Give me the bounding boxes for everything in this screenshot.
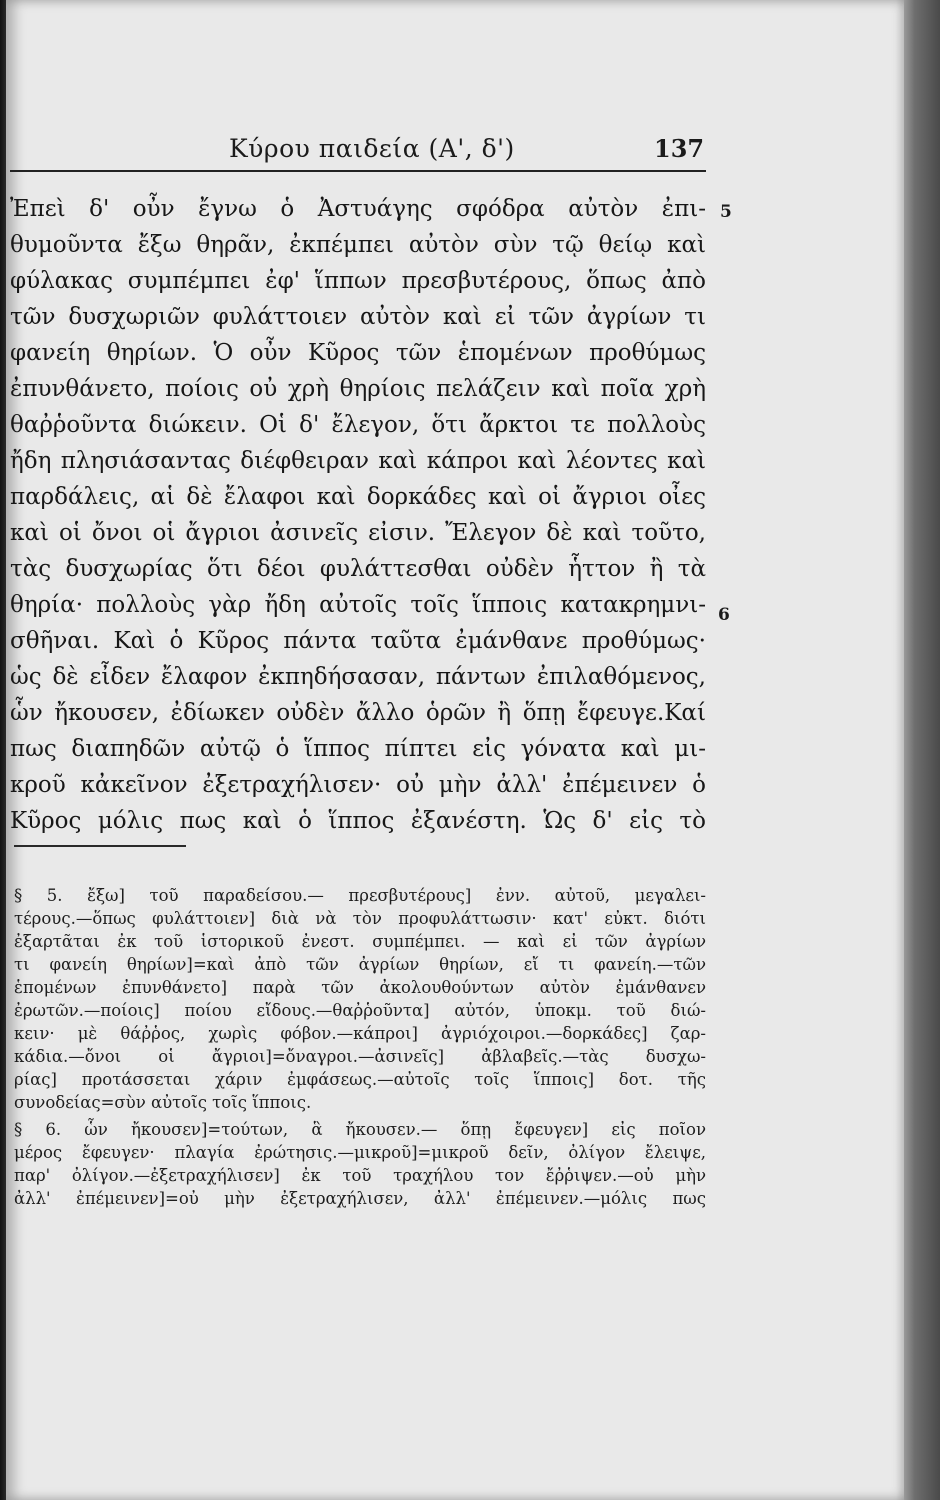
footnote-line: ἐρωτῶν.—ποίοις] ποίου εἴδους.—θαῤῥοῦντα] αὐτόν, ὑποκμ. τοῦ διώ- <box>14 1001 706 1020</box>
margin-section-number: 6 <box>718 605 730 625</box>
footnote-line: κάδια.—ὄνοι οἱ ἄγριοι]=ὄναγροι.—ἀσινεῖς] ἀβλαβεῖς.—τὰς δυσχω- <box>14 1047 706 1066</box>
text-line: παρδάλεις, αἱ δὲ ἔλαφοι καὶ δορκάδες καὶ οἱ ἄγριοι οἶες <box>10 484 706 510</box>
footnote-rule <box>14 845 186 847</box>
footnote-line: ἑπομένων ἐπυνθάνετο] παρὰ τῶν ἀκολουθούντων αὐτὸν ἐμάνθανεν <box>14 978 706 997</box>
text-line: τῶν δυσχωριῶν φυλάττοιεν αὐτὸν καὶ εἰ τῶν ἀγρίων τι <box>10 304 706 330</box>
footnote-line: μέρος ἔφευγεν· πλαγία ἐρώτησις.—μικροῦ]=μικροῦ δεῖν, ὀλίγον ἔλειψε, <box>14 1143 706 1162</box>
page-number: 137 <box>654 134 705 163</box>
text-line: φύλακας συμπέμπει ἐφ' ἵππων πρεσβυτέρους, ὅπως ἀπὸ <box>10 268 706 294</box>
text-line: πως διαπηδῶν αὐτῷ ὁ ἵππος πίπτει εἰς γόνατα καὶ μι- <box>10 736 706 762</box>
running-title: Κύρου παιδεία (Α', δ') <box>229 134 515 163</box>
text-line: κροῦ κἀκεῖνον ἐξετραχήλισεν· οὐ μὴν ἀλλ' ἐπέμεινεν ὁ <box>10 772 706 798</box>
text-line: καὶ οἱ ὄνοι οἱ ἄγριοι ἀσινεῖς εἰσιν. Ἔλεγον δὲ καὶ τοῦτο, <box>10 520 706 546</box>
footnote-line: τέρους.—ὅπως φυλάττοιεν] διὰ νὰ τὸν προφυλάττωσιν· κατ' εὐκτ. διότι <box>14 909 706 928</box>
footnote-line: ἀλλ' ἐπέμεινεν]=οὐ μὴν ἐξετραχήλισεν, ἀλλ' ἐπέμεινεν.—μόλις πως <box>14 1189 706 1208</box>
footnote-line: κειν· μὲ θάῤῥος, χωρὶς φόβον.—κάπροι] ἀγριόχοιροι.—δορκάδες] ζαρ- <box>14 1024 706 1043</box>
header-rule <box>10 170 706 172</box>
book-page <box>6 0 906 1500</box>
footnote-line: τι φανείη θηρίων]=καὶ ἀπὸ τῶν ἀγρίων θηρίων, εἴ τι φανείη.—τῶν <box>14 955 706 974</box>
text-line: Κῦρος μόλις πως καὶ ὁ ἵππος ἐξανέστη. Ὡς δ' εἰς τὸ <box>10 808 706 834</box>
text-line: τὰς δυσχωρίας ὅτι δέοι φυλάττεσθαι οὐδὲν ἧττον ἢ τὰ <box>10 556 706 582</box>
text-line: ὡς δὲ εἶδεν ἔλαφον ἐκπηδήσασαν, πάντων ἐπιλαθόμενος, <box>10 664 706 690</box>
footnote-line: ρίας] προτάσσεται χάριν ἐμφάσεως.—αὐτοῖς τοῖς ἵπποις] δοτ. τῆς <box>14 1070 706 1089</box>
text-line: Ἐπεὶ δ' οὖν ἔγνω ὁ Ἀστυάγης σφόδρα αὐτὸν ἐπι- <box>10 196 706 222</box>
text-line: ἐπυνθάνετο, ποίοις οὐ χρὴ θηρίοις πελάζειν καὶ ποῖα χρὴ <box>10 376 706 402</box>
footnote-line: § 6. ὧν ἤκουσεν]=τούτων, ἃ ἤκουσεν.— ὅπῃ ἔφευγεν] εἰς ποῖον <box>14 1120 706 1139</box>
footnote-line: παρ' ὀλίγον.—ἐξετραχήλισεν] ἐκ τοῦ τραχήλου τον ἔῤῥιψεν.—οὐ μὴν <box>14 1166 706 1185</box>
text-line: θαῤῥοῦντα διώκειν. Οἱ δ' ἔλεγον, ὅτι ἄρκτοι τε πολλοὺς <box>10 412 706 438</box>
text-line: ἤδη πλησιάσαντας διέφθειραν καὶ κάπροι καὶ λέοντες καὶ <box>10 448 706 474</box>
footnote-line: συνοδείας=σὺν αὐτοῖς τοῖς ἵπποις. <box>14 1093 312 1112</box>
text-line: θηρία· πολλοὺς γὰρ ἤδη αὐτοῖς τοῖς ἵπποις κατακρημνι- <box>10 592 706 618</box>
text-line: θυμοῦντα ἔξω θηρᾶν, ἐκπέμπει αὐτὸν σὺν τῷ θείῳ καὶ <box>10 232 706 258</box>
margin-section-number: 5 <box>720 202 732 222</box>
text-line: φανείη θηρίων. Ὁ οὖν Κῦρος τῶν ἑπομένων προθύμως <box>10 340 706 366</box>
page-edge <box>904 0 940 1500</box>
text-line: σθῆναι. Καὶ ὁ Κῦρος πάντα ταῦτα ἐμάνθανε προθύμως· <box>10 628 706 654</box>
footnote-line: ἐξαρτᾶται ἐκ τοῦ ἱστορικοῦ ἐνεστ. συμπέμπει. — καὶ εἰ τῶν ἀγρίων <box>14 932 706 951</box>
text-line: ὧν ἤκουσεν, ἐδίωκεν οὐδὲν ἄλλο ὁρῶν ἢ ὅπῃ ἔφευγε.Καί <box>10 700 706 726</box>
footnote-line: § 5. ἔξω] τοῦ παραδείσου.— πρεσβυτέρους] ἐνν. αὐτοῦ, μεγαλει- <box>14 886 706 905</box>
